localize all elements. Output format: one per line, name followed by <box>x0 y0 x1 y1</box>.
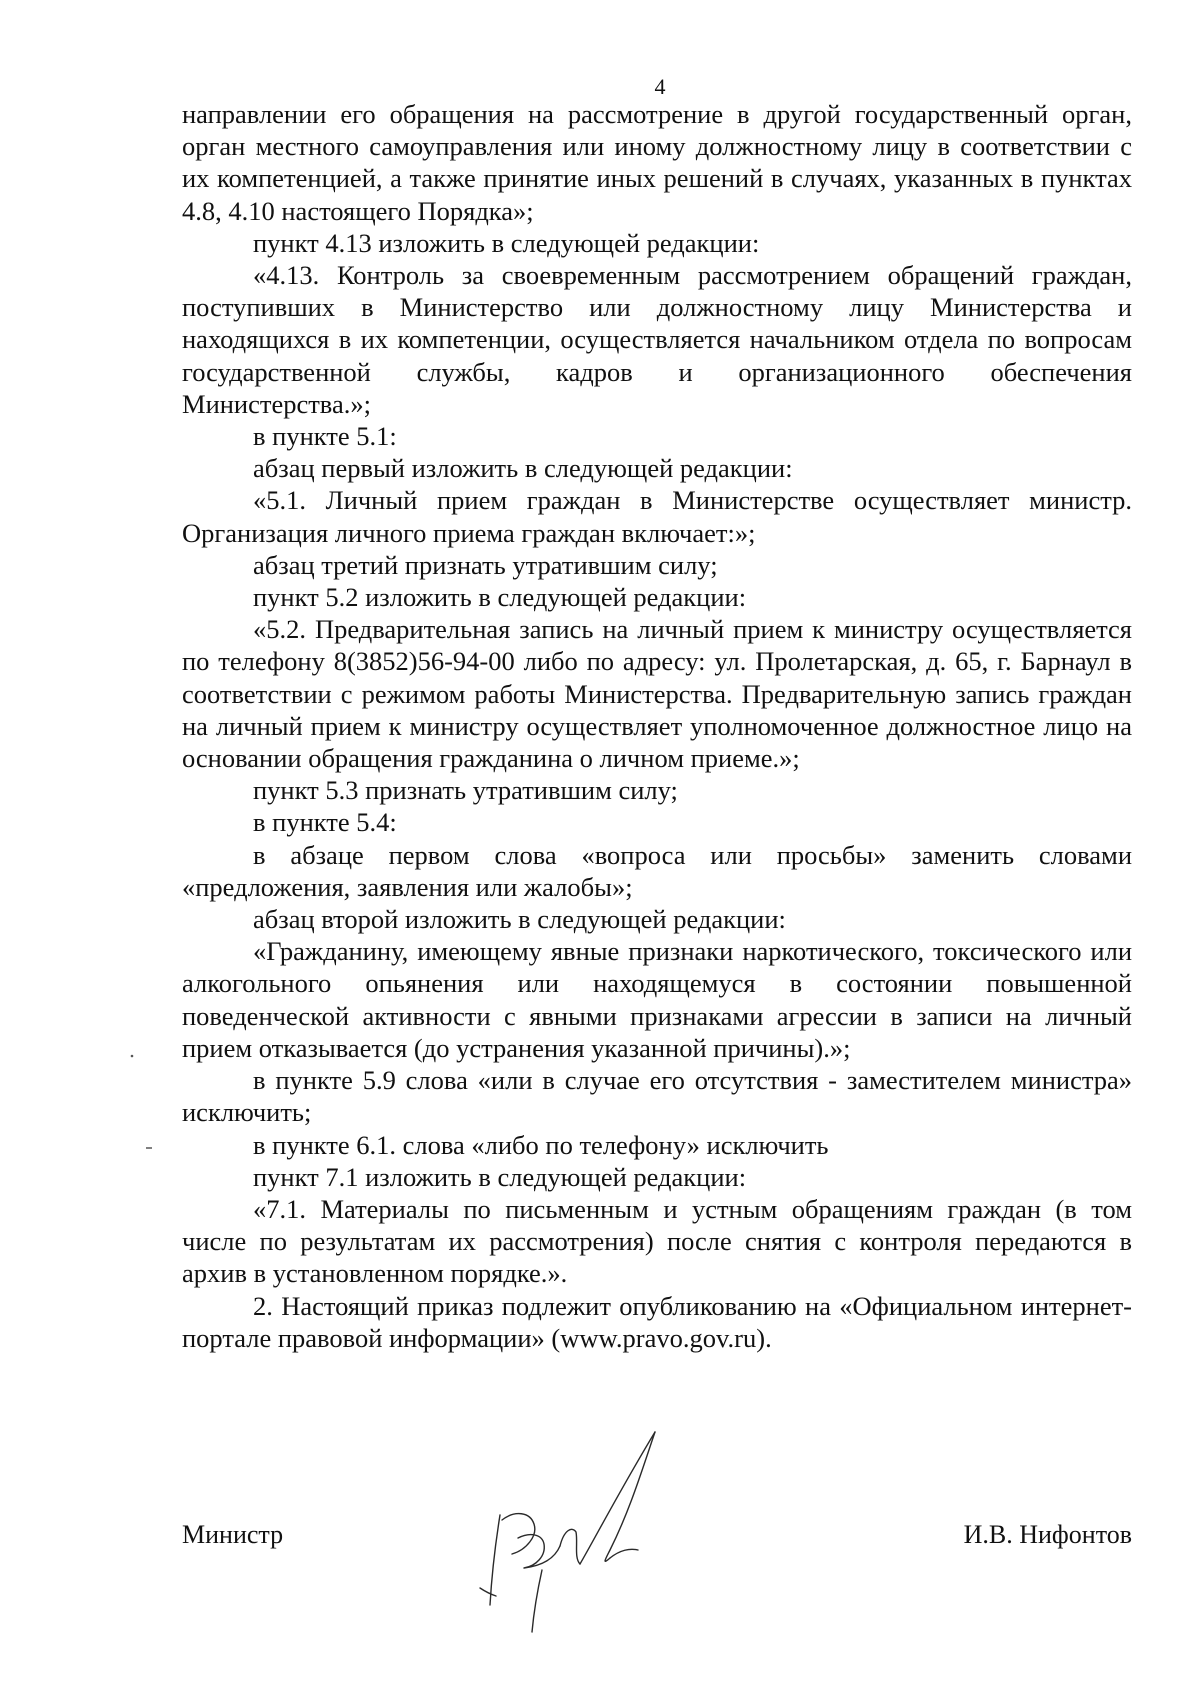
signatory-name: И.В. Нифонтов <box>963 1520 1132 1549</box>
signatory-title: Министр <box>182 1520 284 1549</box>
paragraph: в абзаце первом слова «вопроса или просьбы» заменить словами «предложения, заявления или жалобы»; <box>182 839 1132 902</box>
paragraph: «5.2. Предварительная запись на личный прием к министру осуществляется по телефону 8(3852)56-94-00 либо по адресу: ул. Пролетарская, д. 65, г. Барнаул в соответствии с режимом работы Министерства. Предварительную запись граждан на личный прием к министру осуществляет уполномоченное должностное лицо на основании обращения гражданина о личном приеме.»; <box>182 614 1132 774</box>
paragraph: в пункте 5.1: <box>253 421 397 452</box>
paragraph: абзац первый изложить в следующей редакции: <box>253 453 793 484</box>
paragraph: в пункте 6.1. слова «либо по телефону» исключить <box>253 1129 829 1160</box>
paragraph: «Гражданину, имеющему явные признаки наркотического, токсического или алкогольного опьянения или находящемуся в состоянии повышенной поведенческой активности с явными признаками агрессии в записи на личный прием отказывается (до устранения указанной причины).»; <box>182 936 1132 1063</box>
paragraph: «5.1. Личный прием граждан в Министерстве осуществляет министр. Организация личного приема граждан включает:»; <box>182 485 1132 548</box>
paragraph: «4.13. Контроль за своевременным рассмотрением обращений граждан, поступивших в Министерство или должностному лицу Министерства и находящихся в их компетенции, осуществляется начальником отдела по вопросам государственной службы, кадров и организационного обеспечения Министерства.»; <box>182 260 1132 419</box>
paragraph: абзац второй изложить в следующей редакции: <box>253 904 786 935</box>
paragraph: абзац третий признать утратившим силу; <box>253 549 718 580</box>
page-number: 4 <box>654 74 666 99</box>
paragraph: «7.1. Материалы по письменным и устным обращениям граждан (в том числе по результатам их рассмотрения) после снятия с контроля передаются в архив в установленном порядке.». <box>182 1193 1132 1289</box>
document-body <box>182 98 1132 1354</box>
paragraph: пункт 7.1 изложить в следующей редакции: <box>253 1161 747 1192</box>
paragraph: в пункте 5.9 слова «или в случае его отсутствия - заместителем министра» исключить; <box>182 1065 1132 1128</box>
paragraph: пункт 4.13 изложить в следующей редакции: <box>253 227 760 258</box>
margin-marks <box>120 1050 160 1160</box>
paragraph: 2. Настоящий приказ подлежит опубликованию на «Официальном интернет-портале правовой информации» (www.pravo.gov.ru). <box>182 1290 1132 1353</box>
paragraph-continuation: направлении его обращения на рассмотрение в другой государственный орган, орган местного самоуправления или иному должностному лицу в соответствии с их компетенцией, а также принятие иных решений в случаях, указанных в пунктах 4.8, 4.10 настоящего Порядка»; <box>182 99 1132 226</box>
paragraph: в пункте 5.4: <box>253 807 397 838</box>
paragraph: пункт 5.3 признать утратившим силу; <box>253 775 678 806</box>
signature-block <box>182 1520 1132 1560</box>
paragraph: пункт 5.2 изложить в следующей редакции: <box>253 582 747 613</box>
